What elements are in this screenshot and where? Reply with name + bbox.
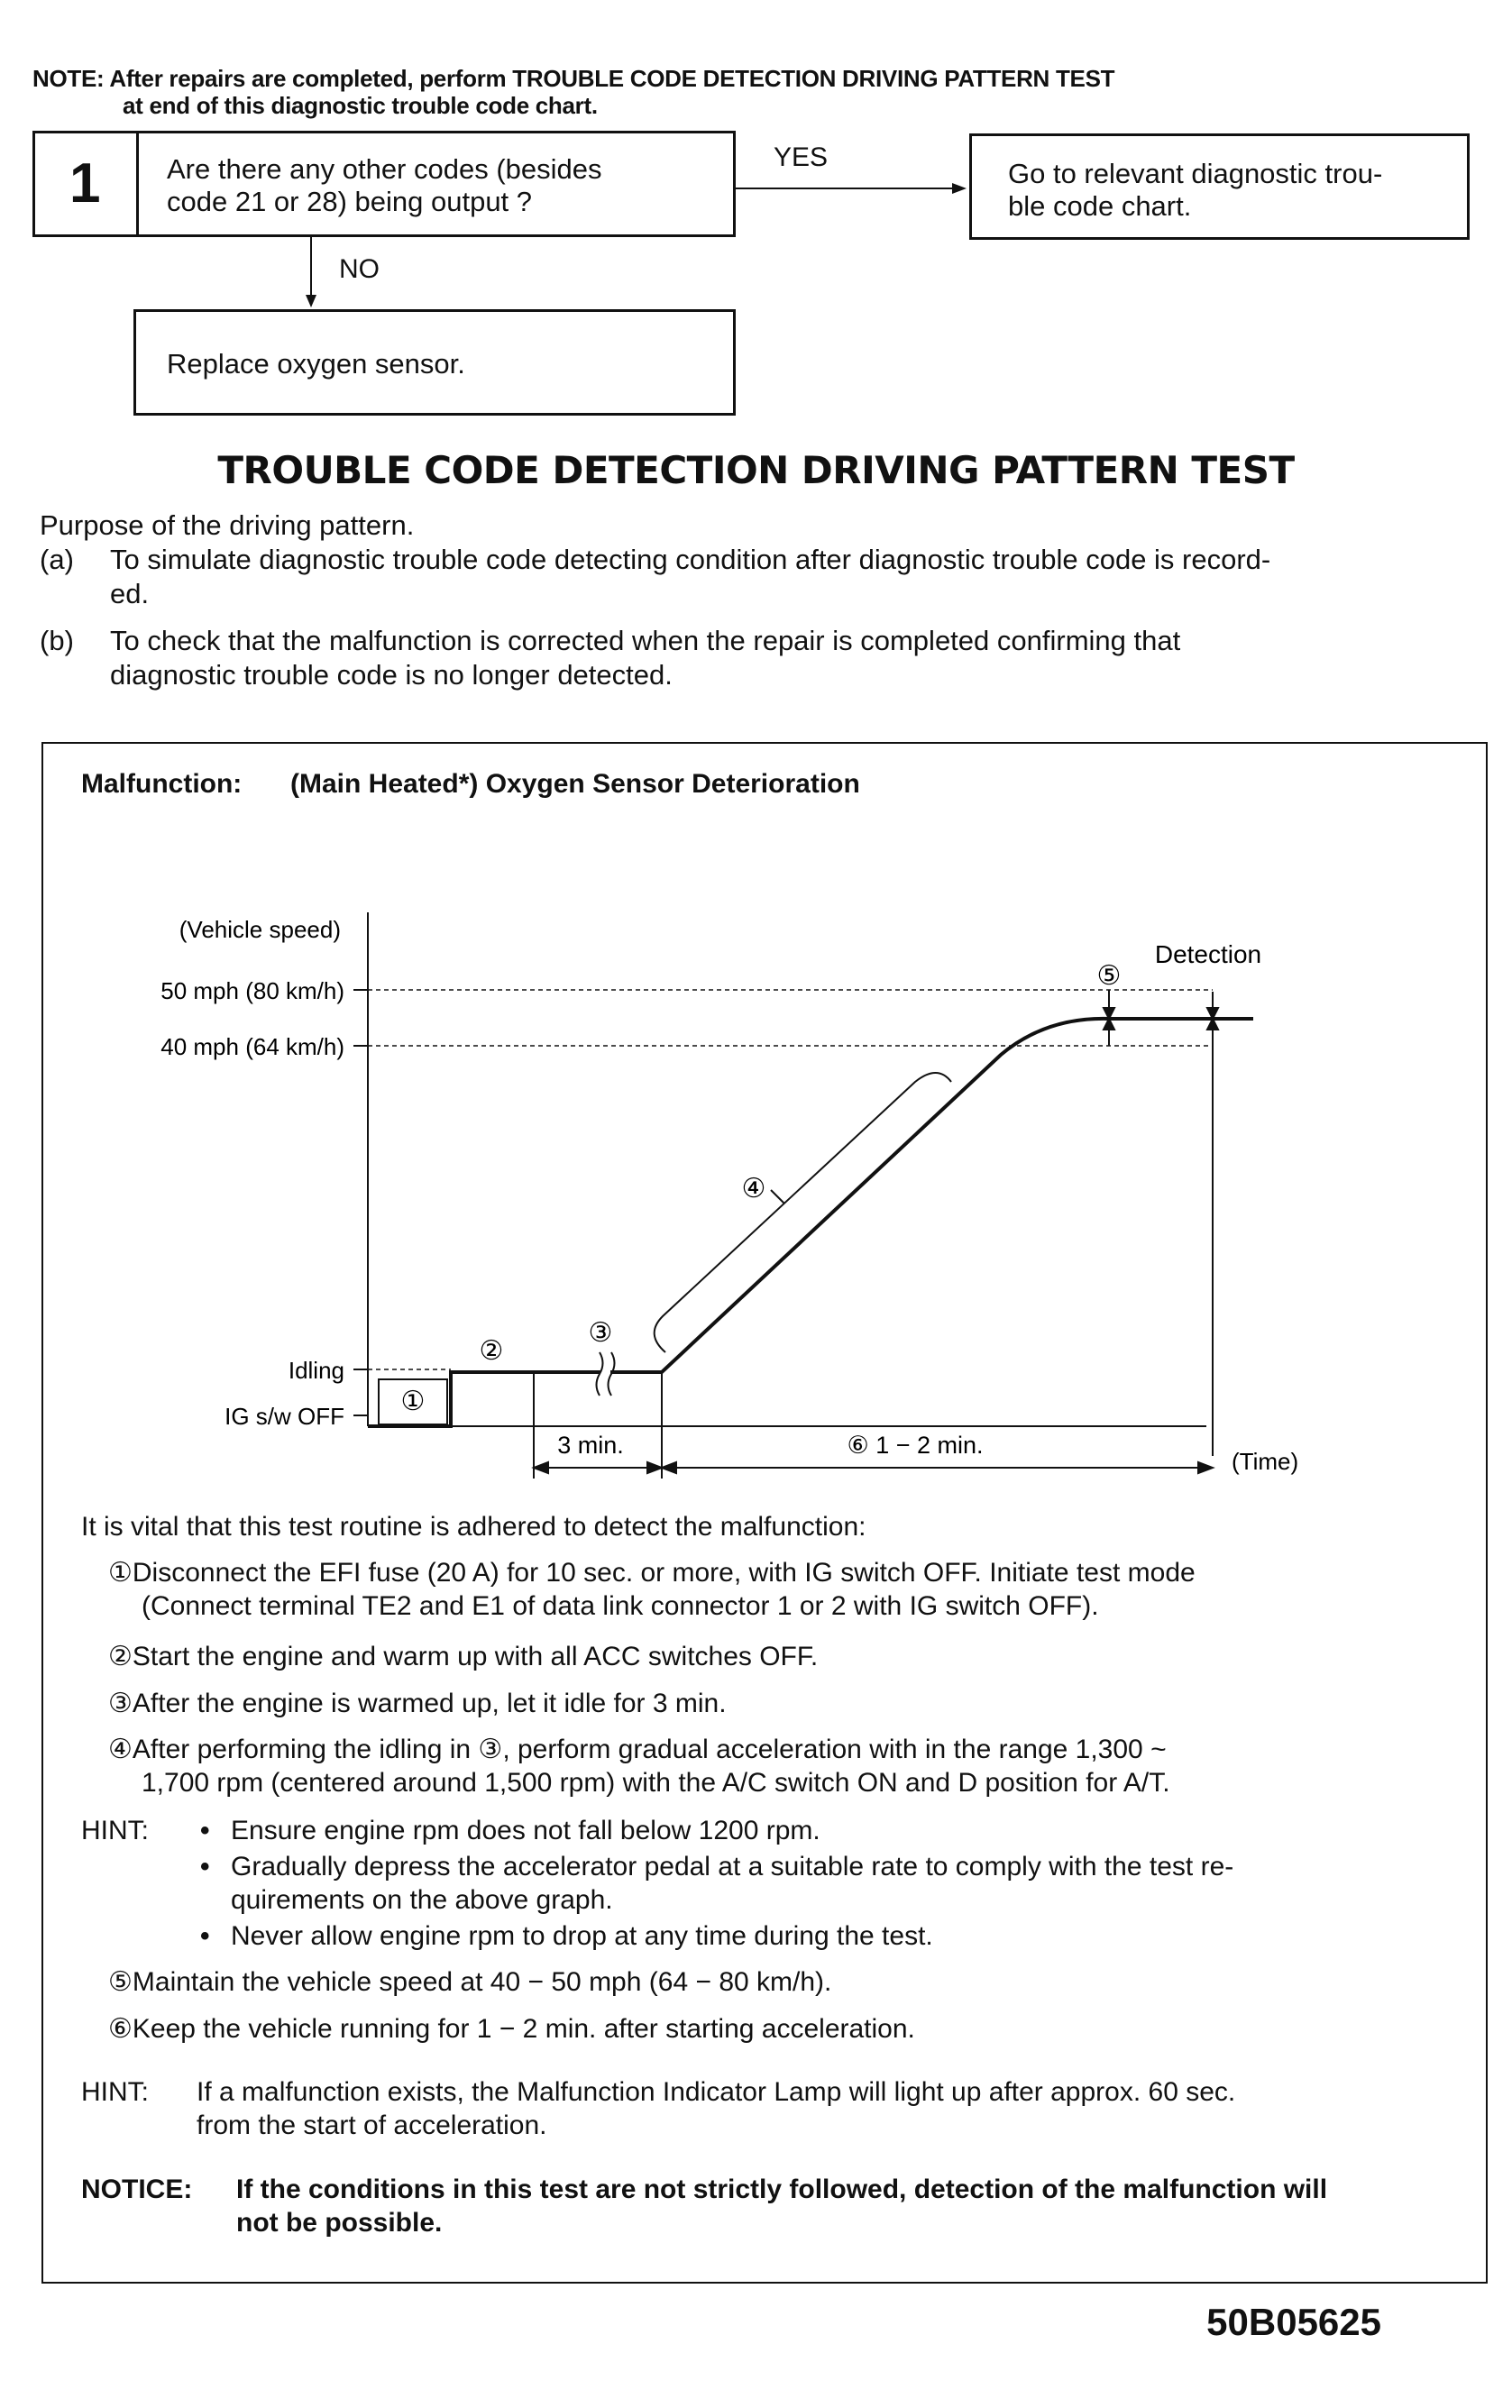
interval-label-3min: 3 min.	[557, 1432, 624, 1459]
procedure-intro: It is vital that this test routine is adhered to detect the malfunction:	[81, 1512, 866, 1542]
acceleration-bracket	[655, 1073, 951, 1352]
y-tick-label-ig-off: IG s/w OFF	[225, 1403, 344, 1430]
purpose-item-a-line-2: ed.	[110, 578, 150, 609]
chart-ticks	[353, 990, 368, 1415]
note-line-1: NOTE: After repairs are completed, perform TROUBLE CODE DETECTION DRIVING PATTERN TEST	[32, 65, 1115, 92]
malfunction-label: Malfunction:	[81, 769, 243, 799]
y-tick-label-40mph: 40 mph (64 km/h)	[160, 1033, 344, 1060]
hint-label: HINT:	[81, 1816, 149, 1845]
y-tick-label-50mph: 50 mph (80 km/h)	[160, 977, 344, 1004]
document-code: 50B05625	[1206, 2301, 1381, 2343]
idle-break-marks	[597, 1352, 615, 1396]
hint-item-2-line-2: quirements on the above graph.	[231, 1885, 613, 1915]
phase-marker-2: ②	[479, 1336, 504, 1366]
notice-label: NOTICE:	[81, 2175, 193, 2204]
hint-2-label: HINT:	[81, 2077, 149, 2107]
no-result-text: Replace oxygen sensor.	[167, 348, 465, 380]
yes-result-line-2: ble code chart.	[1008, 190, 1192, 222]
step-4-line-1: ④After performing the idling in ③, perform gradual acceleration with in the range 1,300 ~	[108, 1735, 1167, 1764]
hint-item-2-line-1: Gradually depress the accelerator pedal at a suitable rate to comply with the test re-	[231, 1852, 1234, 1882]
purpose-text: Purpose of the driving pattern.	[40, 509, 415, 541]
purpose-item-a-line-1: To simulate diagnostic trouble code detecting condition after diagnostic trouble code is record-	[110, 544, 1271, 575]
chart-axes	[368, 912, 1213, 1456]
purpose-item-b-line-2: diagnostic trouble code is no longer detected.	[110, 659, 673, 691]
hint-bullet-3: •	[200, 1921, 210, 1951]
yes-result-line-1: Go to relevant diagnostic trou-	[1008, 158, 1383, 189]
step-5: ⑤Maintain the vehicle speed at 40 − 50 mph (64 − 80 km/h).	[108, 1967, 832, 1997]
y-tick-label-idling: Idling	[288, 1357, 344, 1384]
step-1-line-1: ①Disconnect the EFI fuse (20 A) for 10 sec. or more, with IG switch OFF. Initiate test mode	[108, 1558, 1196, 1588]
notice-line-2: not be possible.	[236, 2208, 443, 2238]
hint-bullet-1: •	[200, 1816, 210, 1845]
x-axis-label: (Time)	[1232, 1448, 1299, 1475]
malfunction-title: (Main Heated*) Oxygen Sensor Deterioration	[290, 769, 860, 799]
purpose-item-b-label: (b)	[40, 625, 74, 656]
hint-bullet-2: •	[200, 1852, 210, 1882]
hint-item-3: Never allow engine rpm to drop at any time during the test.	[231, 1921, 933, 1951]
no-label: NO	[339, 254, 380, 284]
notice-line-1: If the conditions in this test are not strictly followed, detection of the malfunction will	[236, 2175, 1328, 2204]
yes-label: YES	[774, 142, 829, 172]
step-4-line-2: 1,700 rpm (centered around 1,500 rpm) with the A/C switch ON and D position for A/T.	[142, 1768, 1170, 1798]
phase-marker-3: ③	[588, 1318, 613, 1348]
chart-guide-lines	[368, 990, 1213, 1369]
question-line-2: code 21 or 28) being output ?	[167, 186, 533, 217]
hint-item-1: Ensure engine rpm does not fall below 1200 rpm.	[231, 1816, 820, 1845]
step-3: ③After the engine is warmed up, let it idle for 3 min.	[108, 1689, 727, 1718]
step-number: 1	[69, 152, 101, 215]
phase-marker-4: ④	[741, 1174, 766, 1204]
step-2: ②Start the engine and warm up with all ACC switches OFF.	[108, 1642, 819, 1671]
phase-marker-5: ⑤	[1096, 961, 1122, 991]
bracket-leader	[771, 1190, 784, 1204]
interval-label-1-2min: ⑥ 1 − 2 min.	[847, 1432, 984, 1459]
phase-marker-1: ①	[400, 1387, 426, 1416]
hint-2-line-1: If a malfunction exists, the Malfunction Indicator Lamp will light up after approx. 60 sec.	[197, 2077, 1236, 2107]
purpose-item-b-line-1: To check that the malfunction is corrected when the repair is completed confirming that	[110, 625, 1181, 656]
y-axis-label: (Vehicle speed)	[179, 916, 341, 943]
section-title: TROUBLE CODE DETECTION DRIVING PATTERN TEST	[217, 448, 1295, 492]
step-1-line-2: (Connect terminal TE2 and E1 of data link connector 1 or 2 with IG switch OFF).	[142, 1591, 1099, 1621]
question-line-1: Are there any other codes (besides	[167, 153, 602, 185]
hint-2-line-2: from the start of acceleration.	[197, 2110, 547, 2140]
purpose-item-a-label: (a)	[40, 544, 74, 575]
detection-label: Detection	[1154, 940, 1262, 968]
step-6: ⑥Keep the vehicle running for 1 − 2 min. after starting acceleration.	[108, 2014, 915, 2044]
note-line-2: at end of this diagnostic trouble code chart.	[123, 92, 598, 119]
